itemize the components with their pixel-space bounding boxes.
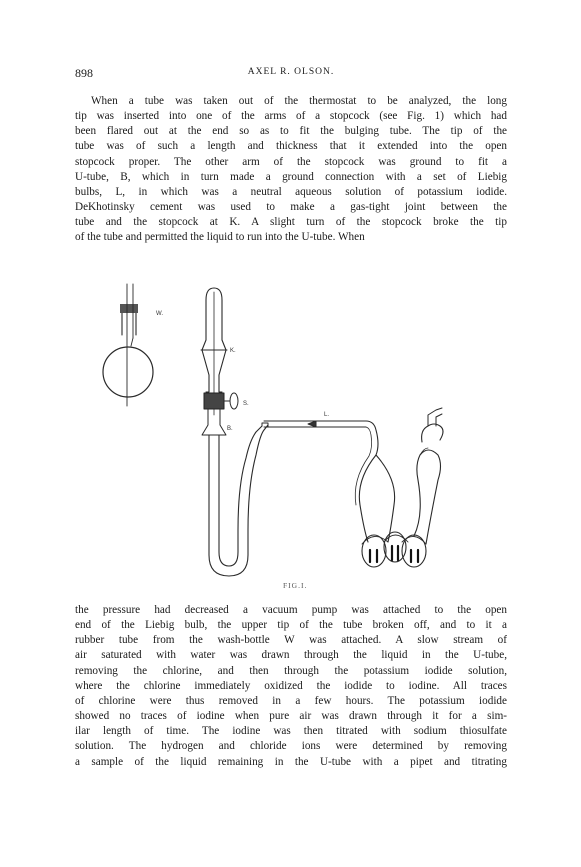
- text-line: a sample of the liquid remaining in the U-tube with a pipet and titrating: [75, 755, 507, 768]
- text-line: ilar length of time. The iodine was then titrated with sodium thiosulfate: [75, 725, 507, 738]
- page-header: [75, 66, 507, 80]
- text-line: DeKhotinsky cement was used to make a gas-tight joint between the: [75, 201, 507, 214]
- text-line: tube was of such a length and thickness that it extended into the open: [75, 140, 507, 153]
- text-line: where the chlorine immediately oxidized the iodide to iodine. All traces: [75, 679, 507, 692]
- text-line: of chlorine were thus removed in a few hours. The potassium iodide: [75, 694, 507, 707]
- text-line: the pressure had decreased a vacuum pump was attached to the open: [75, 604, 507, 616]
- text-line: been flared out at the end so as to fit the bulging tube. The tip of the: [75, 125, 507, 138]
- wash-bottle: [103, 284, 153, 406]
- text-line: When a tube was taken out of the thermostat to be analyzed, the long: [91, 95, 507, 107]
- text-line: showed no traces of iodine when pure air was drawn through it for a sim-: [75, 710, 507, 723]
- text-line: U-tube, B, which in turn made a ground connection with a set of Liebig: [75, 170, 507, 183]
- text-line: tip was inserted into one of the arms of a stopcock (see Fig. 1) which had: [75, 110, 507, 123]
- connecting-tube: [264, 421, 366, 427]
- liebig-bulbs: [355, 408, 443, 567]
- paragraph-1: [75, 94, 507, 246]
- text-line: stopcock proper. The other arm of the stopcock was ground to fit a: [75, 155, 507, 168]
- text-line: of the tube and permitted the liquid to run into the U-tube. When: [75, 231, 365, 244]
- text-line: solution. The hydrogen and chloride ions were determined by removing: [75, 740, 507, 753]
- text-line: tube and the stopcock at K. A slight turn of the stopcock broke the tip: [75, 216, 507, 229]
- label-b: B.: [227, 426, 233, 432]
- text-line: end of the Liebig bulb, the upper tip of the tube broken off, and to it a: [75, 619, 507, 632]
- text-line: bulbs, L, in which was a neutral aqueous solution of potassium iodide.: [75, 185, 507, 198]
- label-w: W.: [156, 311, 163, 317]
- running-head: AXEL R. OLSON.: [247, 67, 335, 77]
- text-line: rubber tube from the wash-bottle W was attached. A slow stream of: [75, 634, 507, 647]
- page-number: 898: [75, 66, 93, 80]
- paragraph-2: [75, 603, 507, 770]
- label-k: K.: [230, 348, 236, 354]
- label-l: L.: [324, 412, 330, 418]
- u-tube: [209, 423, 268, 576]
- figure-caption: FIG.I.: [283, 581, 308, 590]
- apparatus-figure: [98, 280, 498, 600]
- text-line: removing the chlorine, and then through the potassium iodide solution,: [75, 664, 507, 677]
- label-s: S.: [243, 401, 249, 407]
- text-line: air saturated with water was drawn through the liquid in the U-tube,: [75, 649, 507, 662]
